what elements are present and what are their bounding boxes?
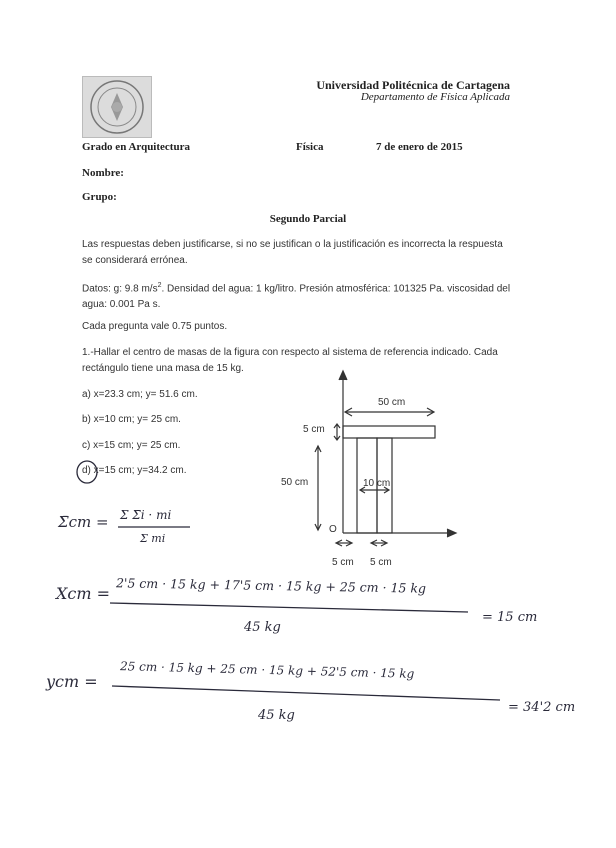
ycm-numerator: 25 cm · 15 kg + 25 cm · 15 kg + 52'5 cm · 15 kg bbox=[119, 659, 415, 681]
label-origin: O bbox=[329, 524, 337, 535]
group-label: Grupo: bbox=[82, 191, 117, 203]
xcm-result: = 15 cm bbox=[482, 610, 538, 625]
label-bottom-right: 5 cm bbox=[370, 557, 392, 568]
option-a: a) x=23.3 cm; y= 51.6 cm. bbox=[82, 389, 198, 400]
formula-denominator: Σ mi bbox=[140, 532, 166, 545]
ycm-fraction-line bbox=[112, 686, 500, 700]
exam-title: Segundo Parcial bbox=[269, 213, 347, 225]
ycm-result: = 34'2 cm bbox=[508, 700, 576, 715]
ycm-denominator: 45 kg bbox=[258, 708, 295, 723]
xcm-denominator: 45 kg bbox=[244, 620, 281, 635]
option-d: d) x=15 cm; y=34.2 cm. bbox=[82, 465, 187, 476]
instructions-justify: Las respuestas deben justificarse, si no se justifican o la justificación es incorrecta la respuesta se considerará errónea. bbox=[82, 239, 503, 266]
formula-numerator: Σ Σ̄i · mi bbox=[120, 508, 172, 522]
instructions-data: Datos: g: 9.8 $m/s^2$. Densidad del agua: 1 kg/litro. Presión atmosférica: 101325 Pa. viscosidad del agua: 0.001 Pa s. bbox=[82, 282, 511, 311]
department-name: Departamento de Física Aplicada bbox=[360, 91, 510, 103]
xcm-fraction-line bbox=[110, 603, 468, 612]
label-bottom-left: 5 cm bbox=[332, 557, 354, 568]
ycm-lhs: ycm = bbox=[46, 672, 98, 691]
degree: Grado en Arquitectura bbox=[82, 141, 190, 153]
subject: Física bbox=[296, 141, 324, 153]
y-axis-arrow bbox=[339, 371, 347, 380]
x-axis-arrow bbox=[447, 529, 456, 537]
top-rectangle bbox=[343, 426, 435, 438]
question-text: 1.-Hallar el centro de masas de la figura con respecto al sistema de referencia indicado. Cada rectángulo tiene una masa de 15 kg. bbox=[82, 347, 498, 374]
option-c: c) x=15 cm; y= 25 cm. bbox=[82, 440, 181, 451]
university-name: Universidad Politécnica de Cartagena bbox=[316, 78, 510, 92]
label-top-thickness: 5 cm bbox=[303, 424, 325, 435]
name-label: Nombre: bbox=[82, 167, 124, 179]
answer-circle bbox=[77, 461, 97, 483]
xcm-lhs: Xcm = bbox=[56, 584, 111, 603]
xcm-numerator: 2'5 cm · 15 kg + 17'5 cm · 15 kg + 25 cm · 15 kg bbox=[115, 575, 427, 596]
instructions-points: Cada pregunta vale 0.75 puntos. bbox=[82, 321, 228, 332]
formula-lhs: Σ̄cm = bbox=[58, 513, 109, 531]
label-top-width: 50 cm bbox=[378, 397, 406, 408]
label-height: 50 cm bbox=[281, 477, 309, 488]
exam-date: 7 de enero de 2015 bbox=[376, 141, 463, 153]
option-b: b) x=10 cm; y= 25 cm. bbox=[82, 414, 181, 425]
label-gap: 10 cm bbox=[363, 478, 391, 489]
